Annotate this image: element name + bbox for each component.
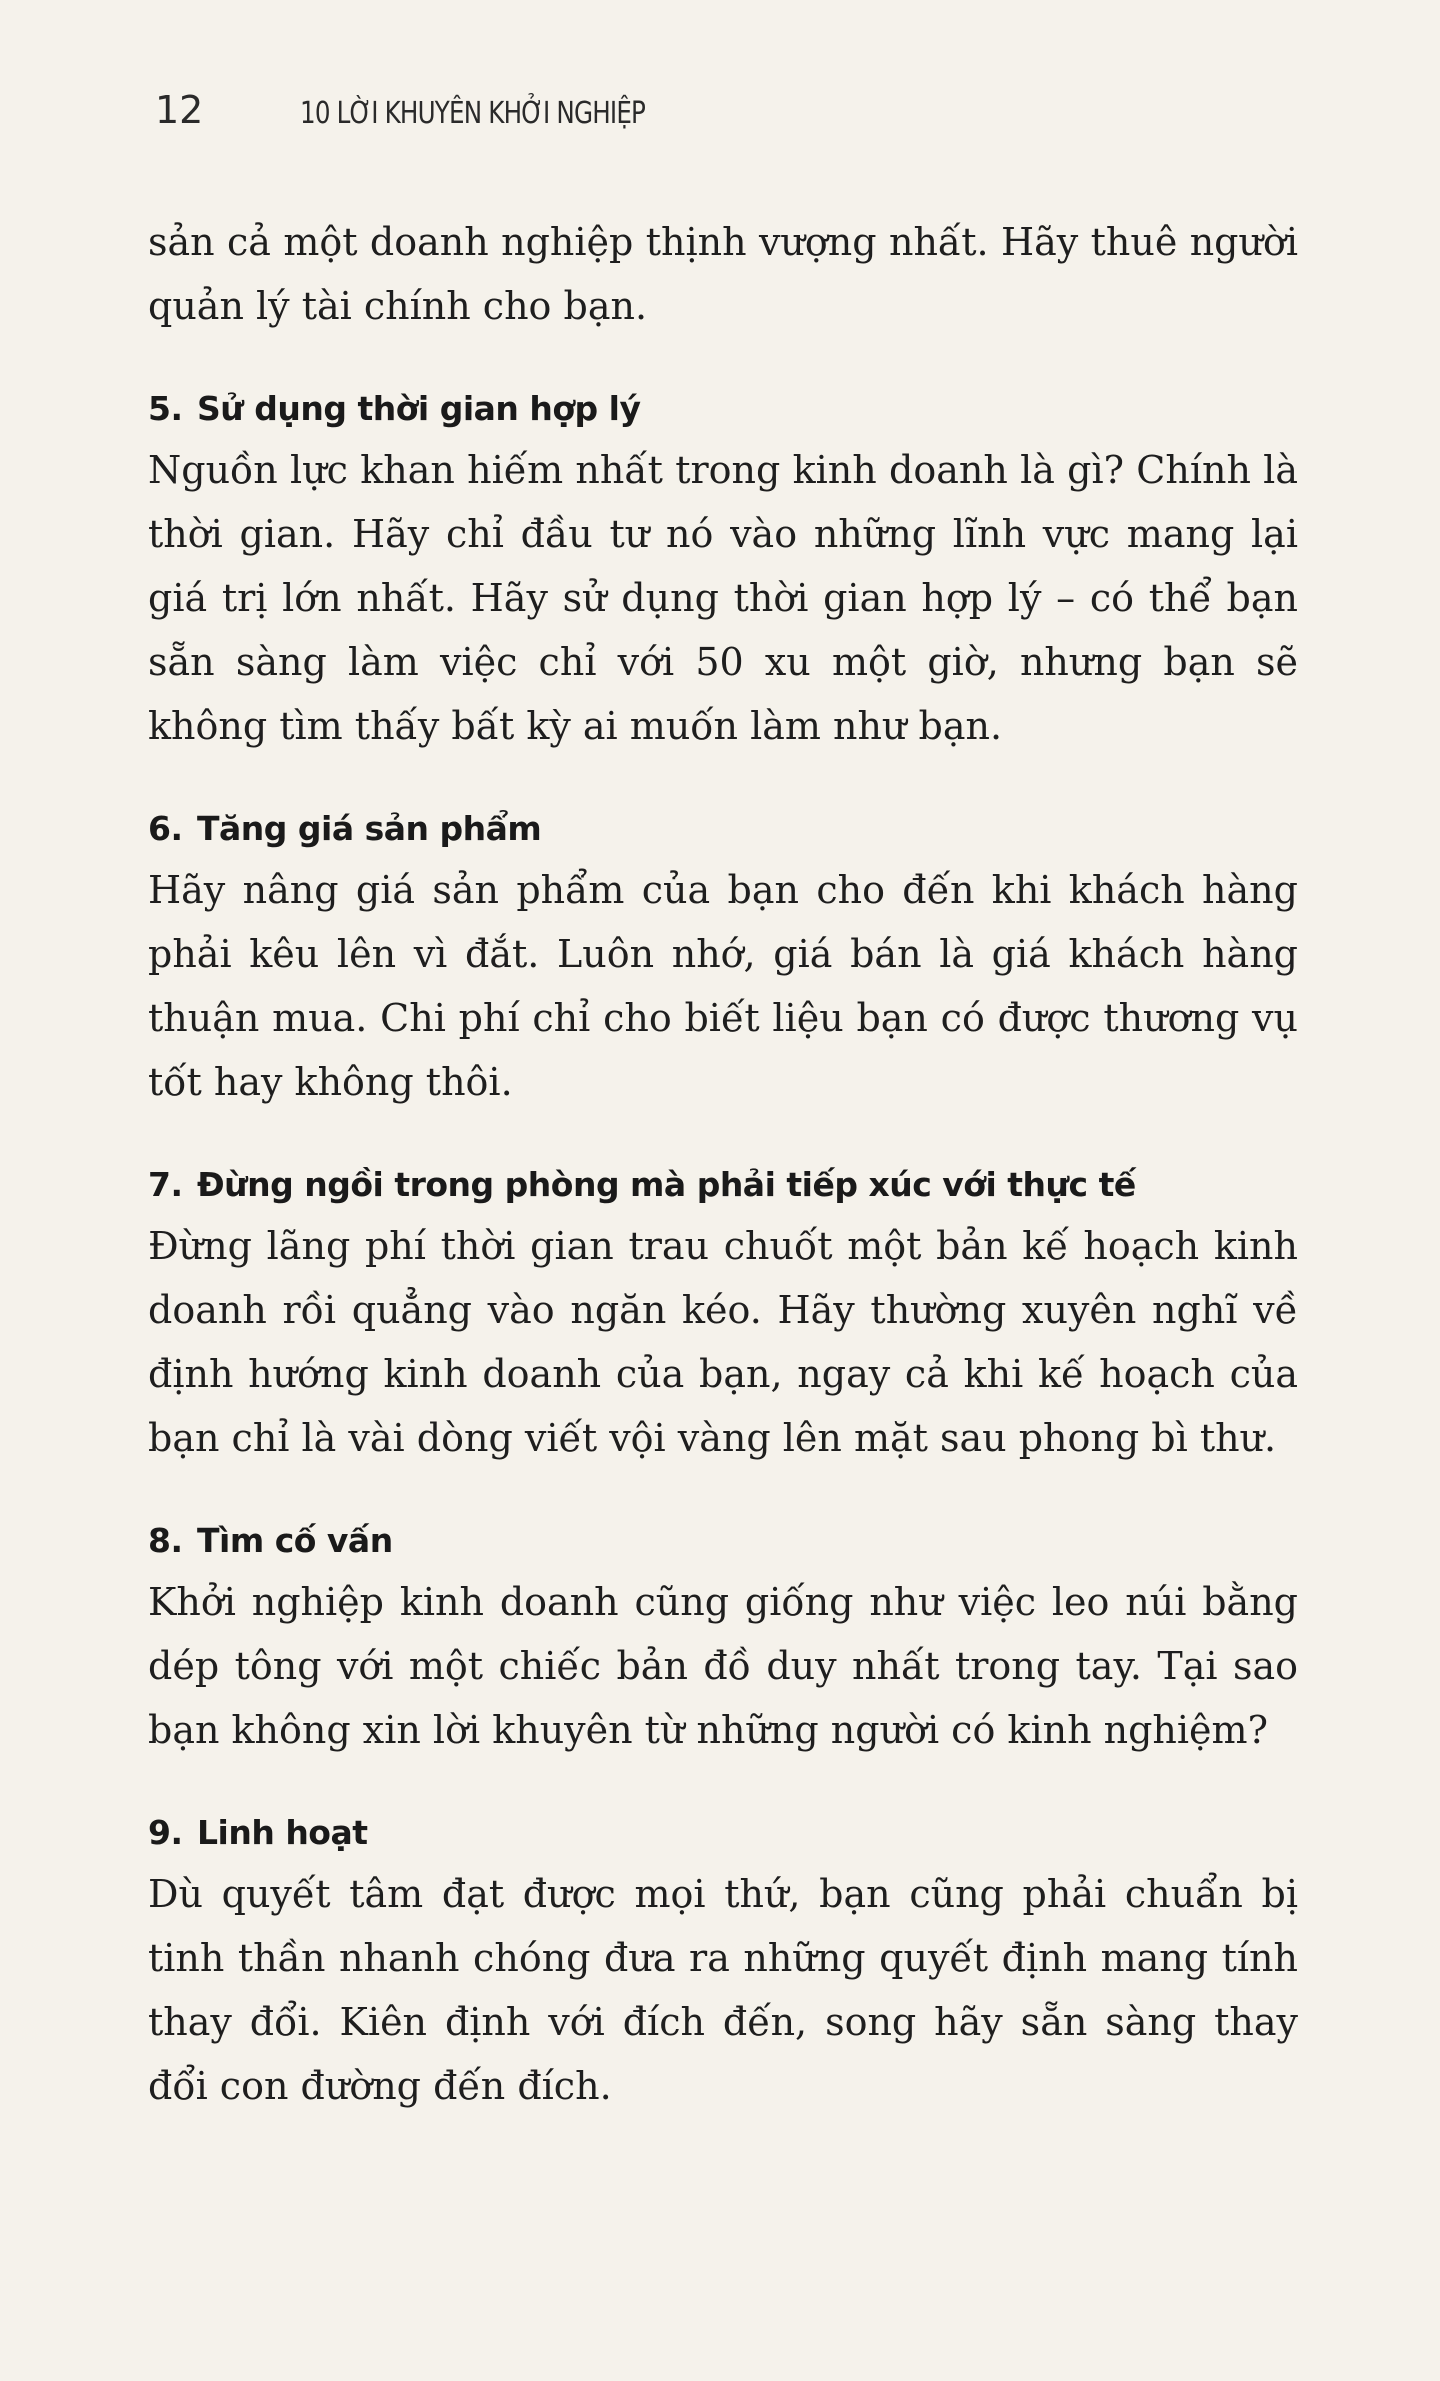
section-body: Nguồn lực khan hiếm nhất trong kinh doanh là gì? Chính là thời gian. Hãy chỉ đầu tư nó vào những lĩnh vực mang lại giá trị lớn nhất. Hãy sử dụng thời gian hợp lý – có thể bạn sẵn sàng làm việc chỉ với 50 xu một giờ, nhưng bạn sẽ không tìm thấy bất kỳ ai muốn làm như bạn. <box>148 448 1298 748</box>
section-heading <box>148 1808 1298 1858</box>
section-8 <box>148 1516 1298 1762</box>
section-heading <box>148 384 1298 434</box>
section-heading <box>148 804 1298 854</box>
section-number: 7. <box>148 1165 183 1204</box>
section-title: Sử dụng thời gian hợp lý <box>197 389 641 428</box>
section-title: Đừng ngồi trong phòng mà phải tiếp xúc với thực tế <box>197 1165 1136 1204</box>
section-heading <box>148 1160 1298 1210</box>
intro-paragraph: sản cả một doanh nghiệp thịnh vượng nhất. Hãy thuê người quản lý tài chính cho bạn. <box>148 220 1298 328</box>
section-title: Tìm cố vấn <box>197 1521 393 1560</box>
section-heading <box>148 1516 1298 1566</box>
section-body: Hãy nâng giá sản phẩm của bạn cho đến khi khách hàng phải kêu lên vì đắt. Luôn nhớ, giá bán là giá khách hàng thuận mua. Chi phí chỉ cho biết liệu bạn có được thương vụ tốt hay không thôi. <box>148 868 1298 1104</box>
book-title: 10 LỜI KHUYÊN KHỞI NGHIỆP <box>300 96 646 131</box>
page-content <box>148 210 1298 2118</box>
section-5 <box>148 384 1298 758</box>
section-number: 6. <box>148 809 183 848</box>
page-number: 12 <box>155 88 204 132</box>
section-body: Đừng lãng phí thời gian trau chuốt một bản kế hoạch kinh doanh rồi quẳng vào ngăn kéo. Hãy thường xuyên nghĩ về định hướng kinh doanh của bạn, ngay cả khi kế hoạch của bạn chỉ là vài dòng viết vội vàng lên mặt sau phong bì thư. <box>148 1224 1298 1460</box>
section-body: Khởi nghiệp kinh doanh cũng giống như việc leo núi bằng dép tông với một chiếc bản đồ duy nhất trong tay. Tại sao bạn không xin lời khuyên từ những người có kinh nghiệm? <box>148 1580 1298 1752</box>
section-body: Dù quyết tâm đạt được mọi thứ, bạn cũng phải chuẩn bị tinh thần nhanh chóng đưa ra những quyết định mang tính thay đổi. Kiên định với đích đến, song hãy sẵn sàng thay đổi con đường đến đích. <box>148 1872 1298 2108</box>
section-title: Tăng giá sản phẩm <box>197 809 542 848</box>
section-7 <box>148 1160 1298 1470</box>
section-6 <box>148 804 1298 1114</box>
section-number: 9. <box>148 1813 183 1852</box>
section-9 <box>148 1808 1298 2118</box>
section-number: 8. <box>148 1521 183 1560</box>
section-number: 5. <box>148 389 183 428</box>
running-head <box>155 88 721 132</box>
section-title: Linh hoạt <box>197 1813 368 1852</box>
